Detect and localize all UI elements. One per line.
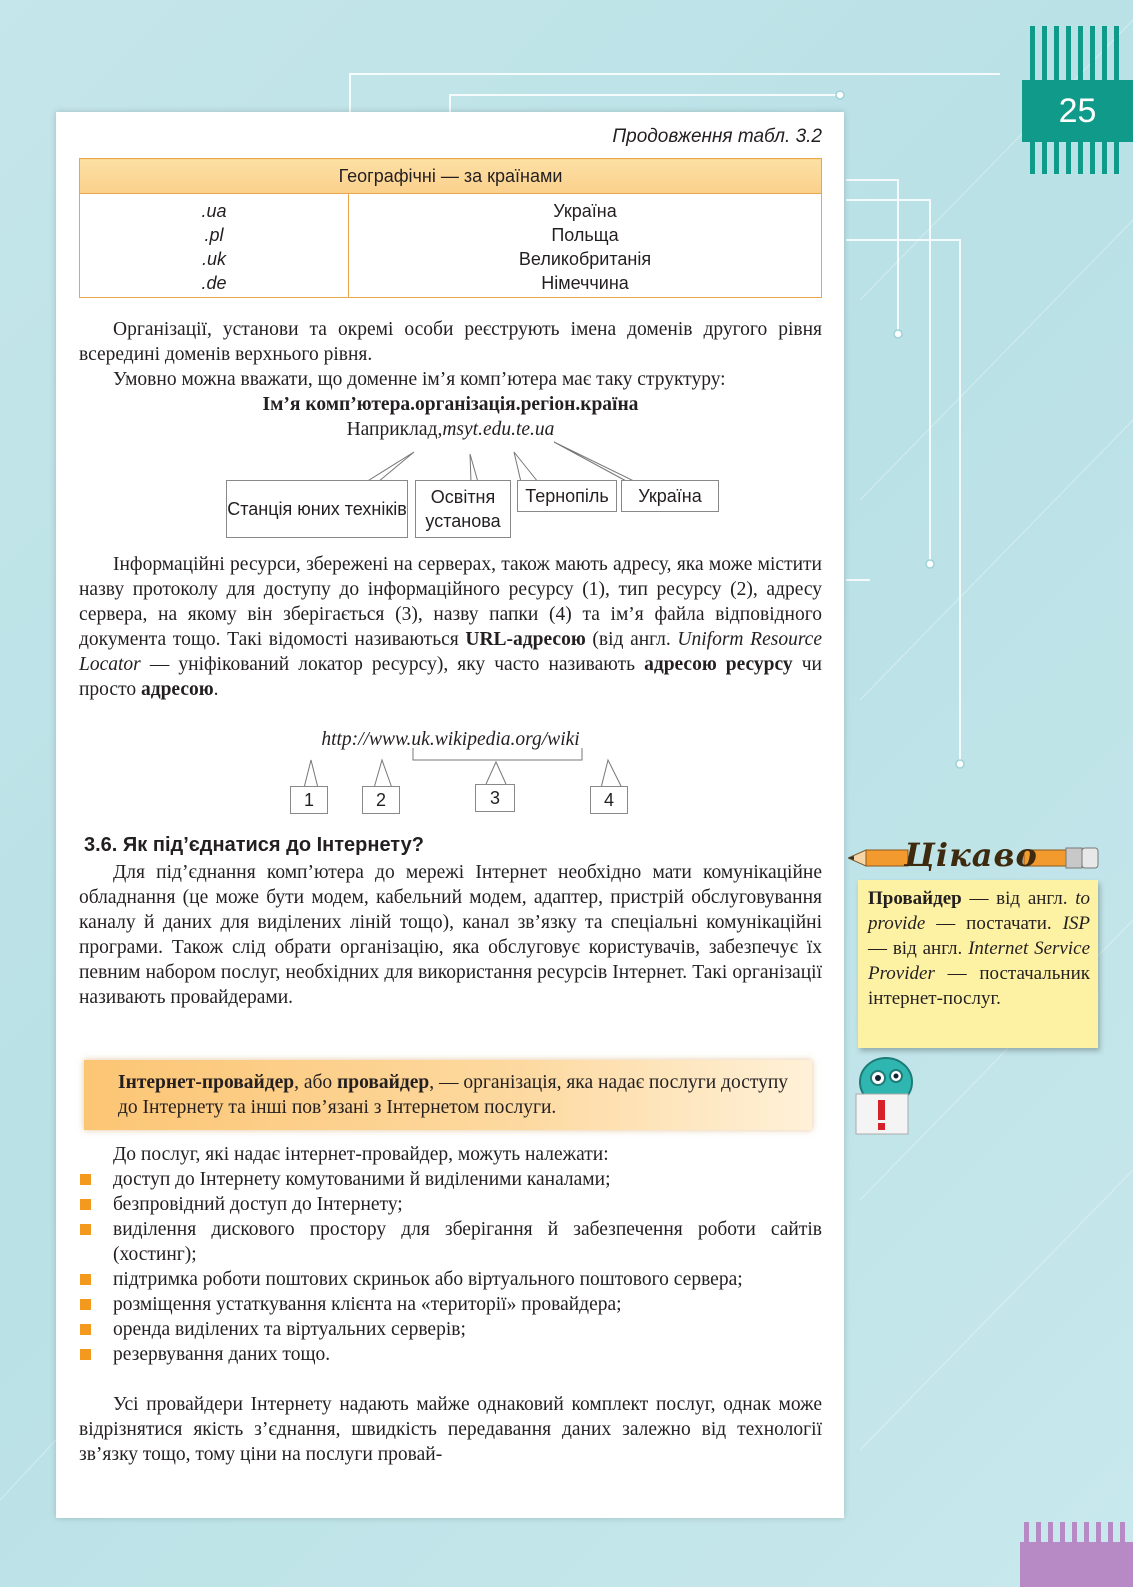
definition-text: Інтернет-провайдер, або провайдер, — організація, яка надає послуги доступу до Інтернету та інші пов’язані з Інтернетом послуги. (118, 1072, 789, 1118)
domain-code: .pl (80, 223, 349, 247)
domain-part-box: Україна (621, 480, 719, 512)
side-note-heading (848, 836, 1104, 886)
section-title: 3.6. Як під’єднатися до Інтернету? (84, 834, 424, 856)
term-resource-address: адресою ресурсу (644, 654, 793, 675)
term-url: URL-адресою (465, 629, 586, 650)
example-domain: msyt.edu.te.ua (442, 419, 555, 440)
robot-mascot-icon (850, 1052, 920, 1144)
domain-example (79, 417, 822, 442)
paragraph-domains (79, 317, 822, 392)
url-example: http://www.uk.wikipedia.org/wiki (321, 729, 580, 750)
list-item: підтримка роботи поштових скриньок або віртуального поштового сервера; (79, 1267, 822, 1292)
paragraph-text: Для під’єднання комп’ютера до мережі Інтернет необхідно мати комунікаційне обладнання (це може бути модем, кабельний модем, адаптер, пристрій обслуговування каналу й даних для виділених ліній тощо), канал зв’язку та спеціальні комунікаційні програми. Також слід обрати організацію, яка обслуговує користувачів, забезпечує їх певним набором послуг, необхідних для використання ресурсів Інтернет. Такі організації називають провайдерами. (79, 862, 822, 1008)
table-header: Географічні — за країнами (80, 159, 822, 194)
paragraph-pricing (79, 1392, 822, 1467)
list-item: розміщення устаткування клієнта на «території» провайдера; (79, 1292, 822, 1317)
country-name: Польща (349, 223, 822, 247)
paragraph-connect (79, 860, 822, 1010)
services-list (79, 1167, 822, 1367)
country-name: Великобританія (349, 247, 822, 271)
example-label: Наприклад, (346, 419, 443, 440)
table-row (80, 247, 822, 271)
side-note-text: Провайдер — від англ. to provide — постачати. ISP — від англ. Internet Service Provider — постачальник інтернет-послуг. (868, 888, 1090, 1009)
country-name: Німеччина (349, 271, 822, 298)
definition-box (84, 1060, 812, 1130)
table-row (80, 194, 822, 224)
url-part-box: 1 (290, 786, 328, 814)
paragraph-text: Усі провайдери Інтернету надають майже однаковий комплект послуг, однак може відрізнятися якість з’єднання, швидкість передавання даних залежно від технології зв’язку тощо, тому ціни на послуги провай- (79, 1394, 822, 1465)
services-intro: До послуг, які надає інтернет-провайдер, можуть належати: (113, 1144, 609, 1165)
domain-code: .ua (80, 194, 349, 224)
table-caption: Продовження табл. 3.2 (612, 126, 822, 147)
table-row (80, 271, 822, 298)
list-item: безпровідний доступ до Інтернету; (79, 1192, 822, 1217)
table-row (80, 223, 822, 247)
domain-code: .uk (80, 247, 349, 271)
paragraph-text: Умовно можна вважати, що доменне ім’я комп’ютера має таку структуру: (113, 369, 726, 390)
paragraph-url: Інформаційні ресурси, збережені на серверах, також мають адресу, яка може містити назву протоколу для доступу до інформаційного ресурсу (1), тип ресурсу (2), адресу сервера, на якому він зберігається (3), назву папки (4) та ім’я файла відповідного документа тощо. Такі відомості називаються URL-адресою (від англ. Uniform Resource Locator — уніфікований локатор ресурсу), яку часто називають адресою ресурсу чи просто адресою. (79, 554, 822, 700)
domain-structure: Ім’я комп’ютера.організація.регіон.країна (262, 394, 639, 415)
textbook-page (56, 112, 844, 1518)
list-item: оренда виділених та віртуальних серверів; (79, 1317, 822, 1342)
term-address: адресою (140, 679, 214, 700)
side-note (858, 880, 1098, 1048)
domain-part-box: Станція юних техніків (226, 480, 408, 538)
url-part-box: 2 (362, 786, 400, 814)
url-part-box: 3 (475, 784, 515, 812)
list-item: резервування даних тощо. (79, 1342, 822, 1367)
list-item: виділення дискового простору для зберігання й забезпечення роботи сайтів (хостинг); (79, 1217, 822, 1267)
page-number: 25 (1022, 80, 1133, 142)
side-note-title: Цікаво (904, 836, 1038, 874)
paragraph-text: Організації, установи та окремі особи реєструють імена доменів другого рівня всередині доменів верхнього рівня. (79, 319, 822, 365)
domain-table (79, 158, 822, 298)
country-name: Україна (349, 194, 822, 224)
domain-part-box: Тернопіль (517, 480, 617, 512)
list-item: доступ до Інтернету комутованими й виділеними каналами; (79, 1167, 822, 1192)
bottom-comb-icon (1020, 1522, 1133, 1587)
domain-part-box: Освітня установа (415, 480, 511, 538)
url-part-box: 4 (590, 786, 628, 814)
domain-code: .de (80, 271, 349, 298)
